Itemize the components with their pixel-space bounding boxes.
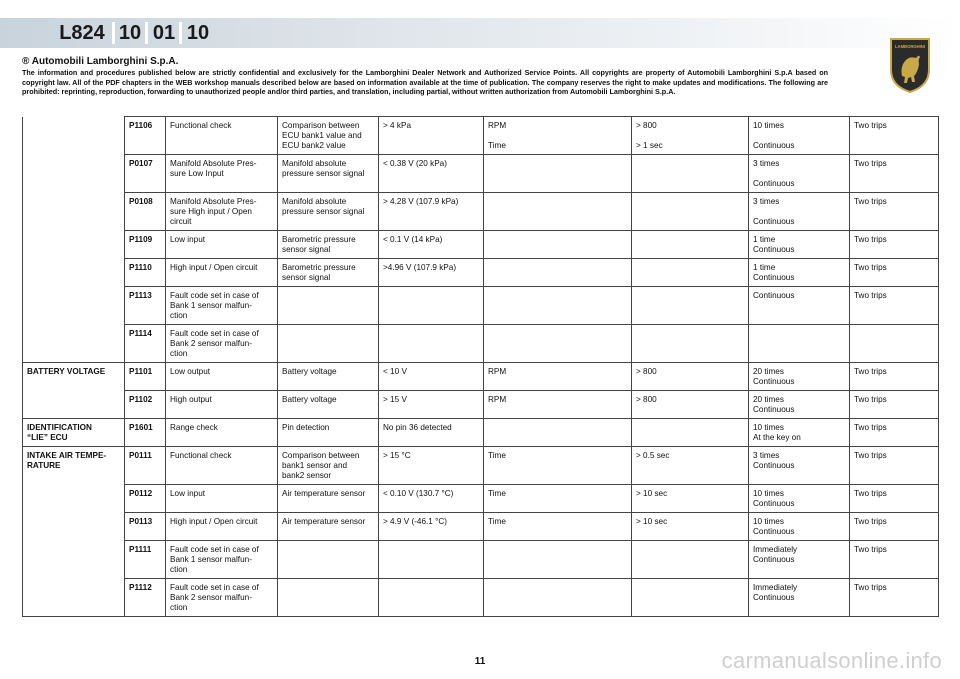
fault-code-cell: P1113 — [125, 287, 166, 325]
signal-cell: Air temperature sensor — [278, 485, 379, 513]
parameter-cell — [484, 579, 632, 617]
doc-code-section: 01 — [152, 22, 176, 44]
group-cell — [23, 513, 125, 541]
watermark: carmanualsonline.info — [721, 648, 942, 673]
detection-time-cell: Continuous — [749, 287, 850, 325]
detection-time-cell: 20 times Continuous — [749, 391, 850, 419]
mil-cell: Two trips — [850, 117, 939, 155]
detection-time-cell: Immediately Continuous — [749, 579, 850, 617]
check-cell: High input / Open circuit — [166, 513, 278, 541]
page-number: 11 — [474, 656, 486, 667]
group-cell — [23, 325, 125, 363]
detection-time-cell: 1 time Continuous — [749, 259, 850, 287]
threshold-cell: >4.96 V (107.9 kPa) — [379, 259, 484, 287]
detection-time-cell: 10 times Continuous — [749, 485, 850, 513]
signal-cell: Barometric pressure sensor signal — [278, 259, 379, 287]
detection-time-cell: 10 times Continuous — [749, 117, 850, 155]
group-cell — [23, 231, 125, 259]
detection-time-cell: 10 times Continuous — [749, 513, 850, 541]
mil-cell: Two trips — [850, 579, 939, 617]
parameter-value-cell — [632, 231, 749, 259]
doc-code-group: 10 — [118, 22, 142, 44]
signal-cell: Barometric pressure sensor signal — [278, 231, 379, 259]
parameter-cell — [484, 325, 632, 363]
signal-cell: Comparison between bank1 sensor and bank2 sensor — [278, 447, 379, 485]
mil-cell — [850, 325, 939, 363]
signal-cell — [278, 325, 379, 363]
header-bar — [0, 18, 960, 48]
detection-time-cell: 10 times At the key on — [749, 419, 850, 447]
parameter-value-cell — [632, 541, 749, 579]
threshold-cell: < 0.38 V (20 kPa) — [379, 155, 484, 193]
threshold-cell: > 4 kPa — [379, 117, 484, 155]
group-cell — [23, 287, 125, 325]
check-cell: Low input — [166, 485, 278, 513]
doc-code-page: 10 — [186, 22, 210, 44]
parameter-value-cell: > 0.5 sec — [632, 447, 749, 485]
check-cell: Manifold Absolute Pres- sure Low Input — [166, 155, 278, 193]
detection-time-cell: Immediately Continuous — [749, 541, 850, 579]
fault-code-cell: P1114 — [125, 325, 166, 363]
parameter-value-cell — [632, 579, 749, 617]
diagnostic-table — [22, 116, 939, 617]
threshold-cell — [379, 287, 484, 325]
parameter-value-cell: > 800 — [632, 363, 749, 391]
check-cell: Manifold Absolute Pres- sure High input / Open circuit — [166, 193, 278, 231]
parameter-cell — [484, 231, 632, 259]
lamborghini-logo-icon — [888, 36, 932, 94]
table-row — [23, 579, 939, 617]
group-cell — [23, 155, 125, 193]
group-cell — [23, 259, 125, 287]
table-row — [23, 513, 939, 541]
mil-cell: Two trips — [850, 287, 939, 325]
threshold-cell — [379, 579, 484, 617]
fault-code-cell: P1106 — [125, 117, 166, 155]
parameter-cell — [484, 155, 632, 193]
group-cell — [23, 485, 125, 513]
parameter-value-cell: > 10 sec — [632, 513, 749, 541]
fault-code-cell: P0107 — [125, 155, 166, 193]
check-cell: Low output — [166, 363, 278, 391]
fault-code-cell: P0112 — [125, 485, 166, 513]
threshold-cell: < 0.10 V (130.7 °C) — [379, 485, 484, 513]
mil-cell: Two trips — [850, 513, 939, 541]
parameter-value-cell — [632, 155, 749, 193]
check-cell: High output — [166, 391, 278, 419]
threshold-cell: > 15 V — [379, 391, 484, 419]
code-separator — [145, 22, 148, 44]
parameter-cell: RPM — [484, 363, 632, 391]
detection-time-cell: 20 times Continuous — [749, 363, 850, 391]
parameter-value-cell — [632, 325, 749, 363]
table-row — [23, 325, 939, 363]
fault-code-cell: P0113 — [125, 513, 166, 541]
table-row — [23, 287, 939, 325]
signal-cell: Battery voltage — [278, 363, 379, 391]
detection-time-cell: 1 time Continuous — [749, 231, 850, 259]
check-cell: Range check — [166, 419, 278, 447]
mil-cell: Two trips — [850, 155, 939, 193]
fault-code-cell: P1111 — [125, 541, 166, 579]
parameter-cell — [484, 193, 632, 231]
group-cell — [23, 541, 125, 579]
signal-cell: Manifold absolute pressure sensor signal — [278, 155, 379, 193]
detection-time-cell: 3 times Continuous — [749, 193, 850, 231]
fault-code-cell: P1112 — [125, 579, 166, 617]
parameter-cell — [484, 541, 632, 579]
logo-wordmark: LAMBORGHINI — [894, 44, 926, 49]
table-row — [23, 485, 939, 513]
mil-cell: Two trips — [850, 447, 939, 485]
doc-code-model: L824 — [59, 22, 105, 44]
mil-cell: Two trips — [850, 259, 939, 287]
parameter-value-cell: > 800 > 1 sec — [632, 117, 749, 155]
group-cell: IDENTIFICATION “LIE” ECU — [23, 419, 125, 447]
parameter-cell: RPM Time — [484, 117, 632, 155]
confidentiality-notice: The information and procedures published below are strictly confidential and exclusively for the Lamborghini Dealer Network and Authorized Service Points. All copyrights are property of Automobili Lamborghini S.p.A based on copyright law. All of the PDF chapters in the WEB workshop manuals described below are based on information available at the time of publication. The company reserves the right to make updates and modifications. The following are prohibited: reprinting, reproduction, forwarding to unauthorized people and/or third parties, and translation, including partial, without written authorization from Automobili Lamborghini S.p.A. — [22, 68, 828, 97]
parameter-cell: Time — [484, 485, 632, 513]
group-cell: BATTERY VOLTAGE — [23, 363, 125, 391]
signal-cell: Air temperature sensor — [278, 513, 379, 541]
table-row — [23, 231, 939, 259]
threshold-cell: > 15 °C — [379, 447, 484, 485]
threshold-cell: No pin 36 detected — [379, 419, 484, 447]
table-row — [23, 363, 939, 391]
table-row — [23, 447, 939, 485]
code-separator — [179, 22, 182, 44]
table-row — [23, 419, 939, 447]
fault-code-cell: P1101 — [125, 363, 166, 391]
parameter-value-cell — [632, 259, 749, 287]
check-cell: Fault code set in case of Bank 1 sensor malfun- ction — [166, 541, 278, 579]
fault-code-cell: P1109 — [125, 231, 166, 259]
check-cell: High input / Open circuit — [166, 259, 278, 287]
mil-cell: Two trips — [850, 391, 939, 419]
mil-cell: Two trips — [850, 485, 939, 513]
parameter-cell: Time — [484, 513, 632, 541]
threshold-cell — [379, 325, 484, 363]
detection-time-cell — [749, 325, 850, 363]
threshold-cell: < 10 V — [379, 363, 484, 391]
detection-time-cell: 3 times Continuous — [749, 447, 850, 485]
table-row — [23, 155, 939, 193]
table-row — [23, 193, 939, 231]
parameter-value-cell: > 10 sec — [632, 485, 749, 513]
fault-code-cell: P1601 — [125, 419, 166, 447]
fault-code-cell: P0111 — [125, 447, 166, 485]
table-row — [23, 117, 939, 155]
mil-cell: Two trips — [850, 541, 939, 579]
parameter-value-cell — [632, 193, 749, 231]
group-cell — [23, 391, 125, 419]
check-cell: Fault code set in case of Bank 2 sensor malfun- ction — [166, 579, 278, 617]
signal-cell — [278, 579, 379, 617]
group-cell: INTAKE AIR TEMPE- RATURE — [23, 447, 125, 485]
group-cell — [23, 117, 125, 155]
threshold-cell — [379, 541, 484, 579]
parameter-value-cell — [632, 287, 749, 325]
check-cell: Fault code set in case of Bank 1 sensor malfun- ction — [166, 287, 278, 325]
group-cell — [23, 193, 125, 231]
group-cell — [23, 579, 125, 617]
parameter-cell — [484, 419, 632, 447]
mil-cell: Two trips — [850, 193, 939, 231]
parameter-cell: Time — [484, 447, 632, 485]
company-name: ® Automobili Lamborghini S.p.A. — [22, 56, 179, 67]
table-row — [23, 391, 939, 419]
signal-cell: Battery voltage — [278, 391, 379, 419]
parameter-cell: RPM — [484, 391, 632, 419]
parameter-value-cell — [632, 419, 749, 447]
threshold-cell: > 4.9 V (-46.1 °C) — [379, 513, 484, 541]
fault-code-cell: P0108 — [125, 193, 166, 231]
fault-code-cell: P1110 — [125, 259, 166, 287]
signal-cell: Manifold absolute pressure sensor signal — [278, 193, 379, 231]
threshold-cell: > 4.28 V (107.9 kPa) — [379, 193, 484, 231]
mil-cell: Two trips — [850, 363, 939, 391]
fault-code-cell: P1102 — [125, 391, 166, 419]
threshold-cell: < 0.1 V (14 kPa) — [379, 231, 484, 259]
check-cell: Fault code set in case of Bank 2 sensor malfun- ction — [166, 325, 278, 363]
parameter-cell — [484, 259, 632, 287]
detection-time-cell: 3 times Continuous — [749, 155, 850, 193]
code-separator — [112, 22, 115, 44]
signal-cell: Pin detection — [278, 419, 379, 447]
signal-cell: Comparison between ECU bank1 value and ECU bank2 value — [278, 117, 379, 155]
parameter-value-cell: > 800 — [632, 391, 749, 419]
check-cell: Functional check — [166, 117, 278, 155]
signal-cell — [278, 287, 379, 325]
check-cell: Low input — [166, 231, 278, 259]
table-row — [23, 541, 939, 579]
mil-cell: Two trips — [850, 419, 939, 447]
parameter-cell — [484, 287, 632, 325]
table-row — [23, 259, 939, 287]
mil-cell: Two trips — [850, 231, 939, 259]
check-cell: Functional check — [166, 447, 278, 485]
signal-cell — [278, 541, 379, 579]
